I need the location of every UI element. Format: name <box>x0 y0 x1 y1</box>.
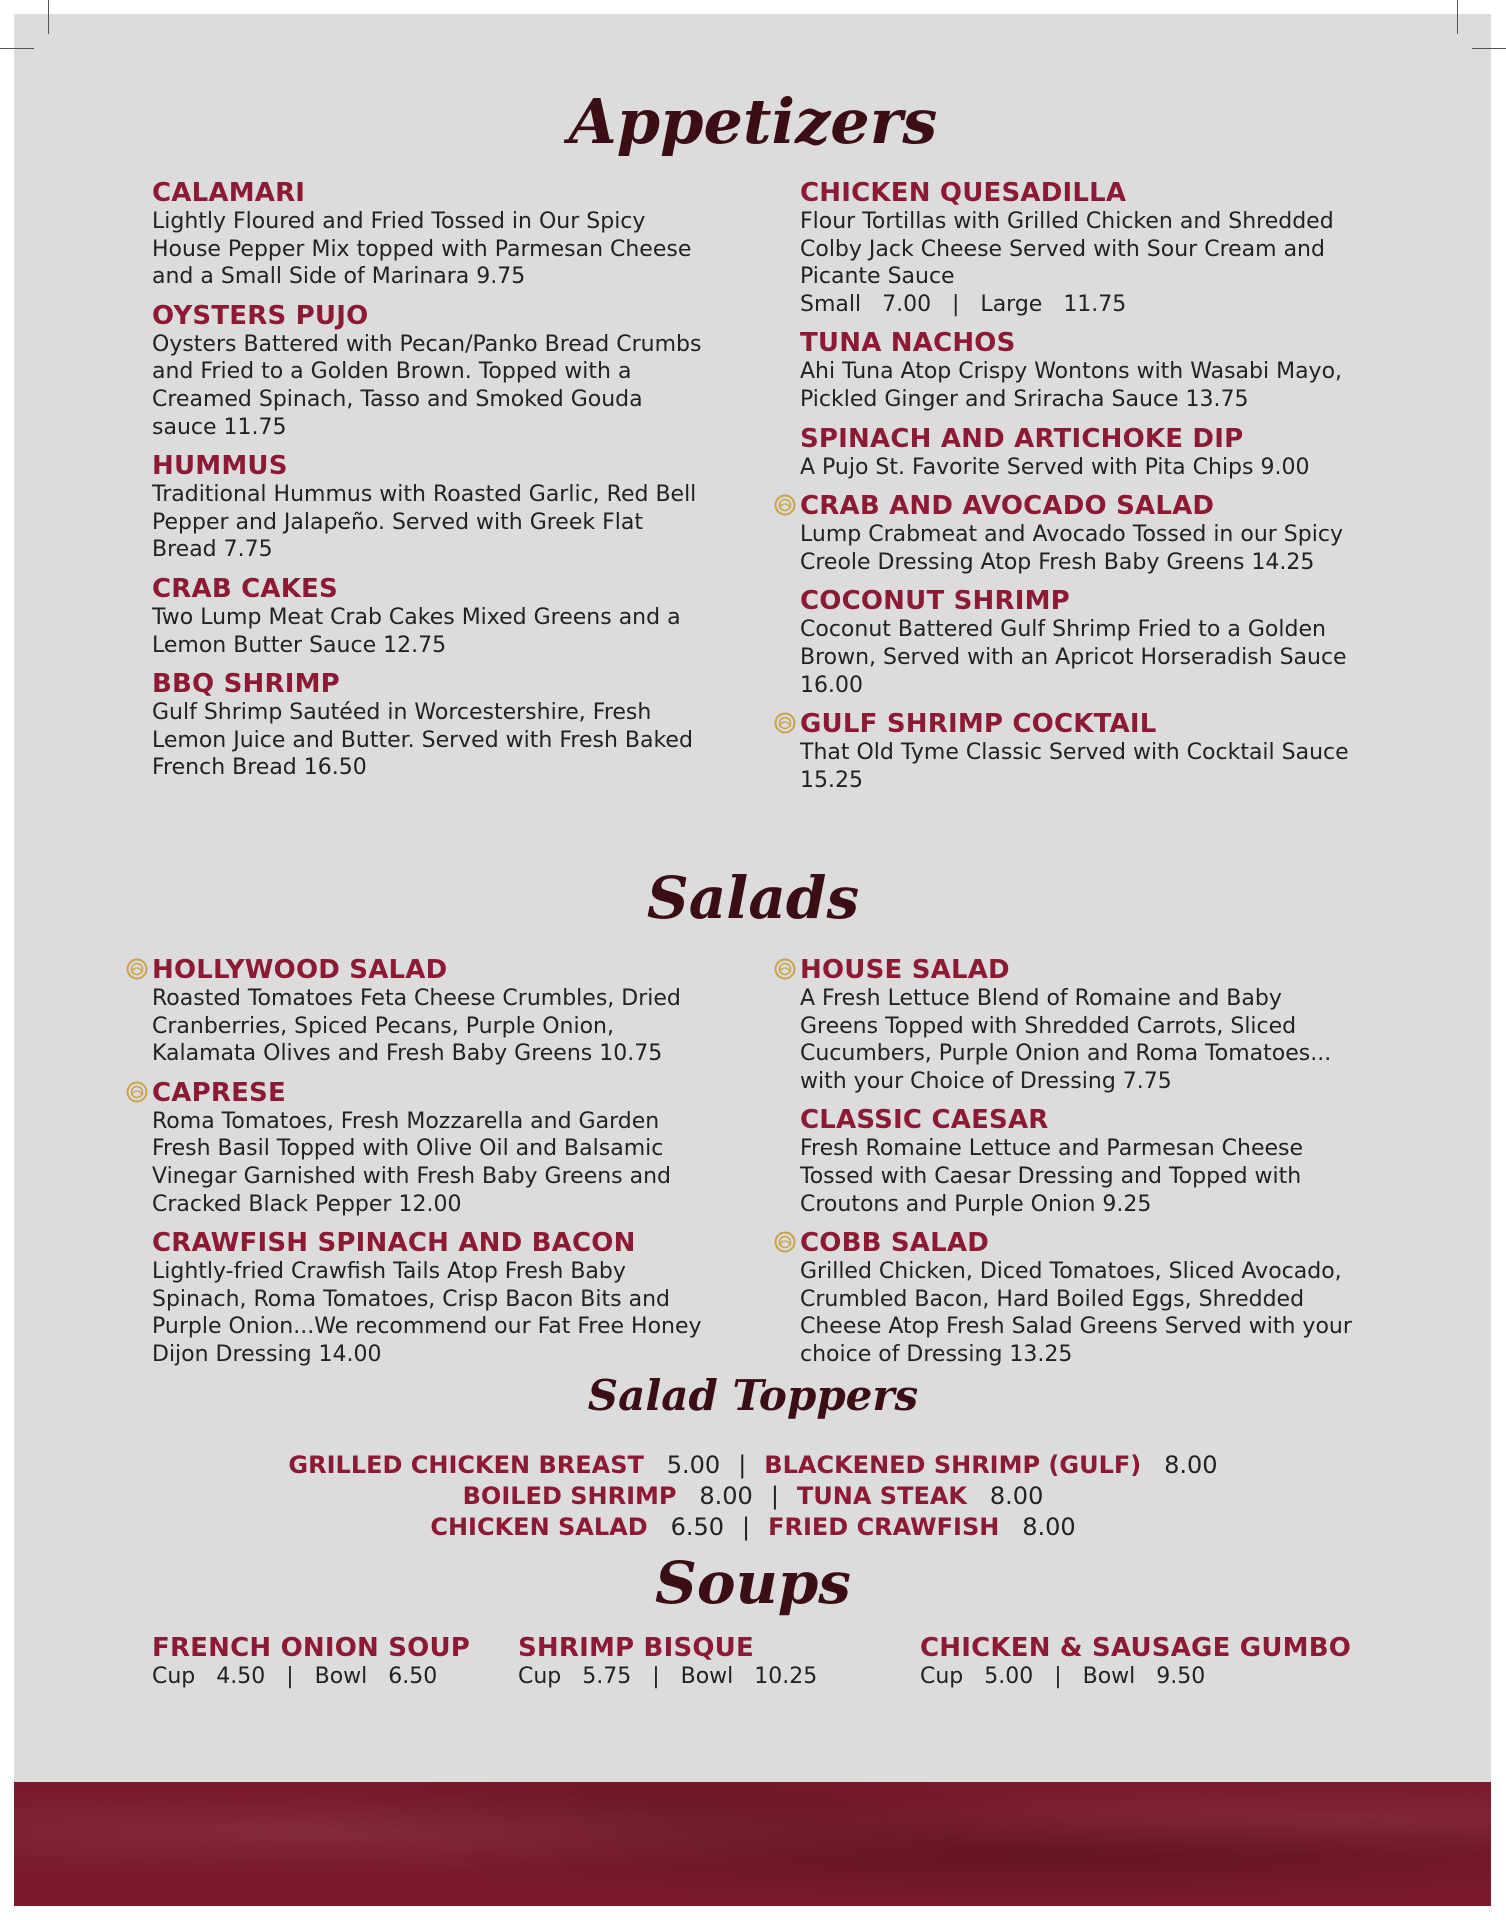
menu-item-name: COCONUT SHRIMP <box>800 586 1070 617</box>
topper-price: 8.00 <box>989 1482 1044 1510</box>
soup-prices: Cup 5.75 | Bowl 10.25 <box>518 1664 818 1689</box>
soup-name: SHRIMP BISQUE <box>518 1633 754 1663</box>
topper-name: TUNA STEAK <box>796 1482 968 1510</box>
menu-item-description: Traditional Hummus with Roasted Garlic, Red Bell Pepper and Jalapeño. Served with Greek Flat Bread 7.75 <box>152 482 697 563</box>
menu-item-description: That Old Tyme Classic Served with Cocktail Sauce 15.25 <box>800 740 1349 793</box>
menu-item-name: BBQ SHRIMP <box>152 669 340 700</box>
menu-item-description: Roasted Tomatoes Feta Cheese Crumbles, Dried Cranberries, Spiced Pecans, Purple Onion, Kalamata Olives and Fresh Baby Greens 10.75 <box>152 986 681 1067</box>
menu-item <box>152 1228 712 1368</box>
soup-prices: Cup 5.00 | Bowl 9.50 <box>920 1664 1206 1689</box>
soup-name: FRENCH ONION SOUP <box>152 1633 471 1663</box>
crop-mark <box>1472 48 1506 49</box>
topper-row <box>0 1481 1506 1512</box>
salad-toppers-list <box>0 1450 1506 1543</box>
menu-item <box>152 669 712 782</box>
menu-item-description: Ahi Tuna Atop Crispy Wontons with Wasabi Mayo, Pickled Ginger and Sriracha Sauce 13.75 <box>800 359 1343 412</box>
topper-price: 8.00 <box>1164 1451 1218 1479</box>
salads-left-column <box>152 955 712 1379</box>
menu-item-description: Two Lump Meat Crab Cakes Mixed Greens and a Lemon Butter Sauce 12.75 <box>152 604 681 658</box>
topper-row <box>0 1450 1506 1481</box>
appetizers-left-column <box>152 178 712 792</box>
menu-item <box>152 574 712 659</box>
crop-mark <box>0 48 34 49</box>
topper-name: BOILED SHRIMP <box>462 1482 677 1510</box>
shell-icon <box>126 958 148 980</box>
section-heading-soups: Soups <box>655 1549 851 1617</box>
soup-prices: Cup 4.50 | Bowl 6.50 <box>152 1664 438 1689</box>
topper-name: FRIED CRAWFISH <box>768 1513 1000 1541</box>
menu-item <box>800 1228 1360 1368</box>
topper-price: 6.50 <box>670 1513 724 1541</box>
menu-item <box>800 178 1360 318</box>
menu-item-name: CRAWFISH SPINACH AND BACON <box>152 1228 636 1259</box>
menu-item-name: CAPRESE <box>152 1077 286 1108</box>
shell-icon <box>774 494 796 516</box>
soup-item <box>152 1633 470 1691</box>
menu-item-name: CRAB AND AVOCADO SALAD <box>800 491 1215 522</box>
menu-item-description: Oysters Battered with Pecan/Panko Bread Crumbs and Fried to a Golden Brown. Topped with a Creamed Spinach, Tasso and Smoked Gouda sauce 11.75 <box>152 331 702 440</box>
menu-item-description: Lump Crabmeat and Avocado Tossed in our Spicy Creole Dressing Atop Fresh Baby Greens 14.25 <box>800 522 1343 575</box>
menu-item <box>800 1105 1360 1218</box>
menu-item <box>152 955 712 1068</box>
menu-item <box>800 424 1360 482</box>
menu-item <box>152 1078 712 1218</box>
shell-icon <box>774 958 796 980</box>
menu-item-name: GULF SHRIMP COCKTAIL <box>800 709 1157 740</box>
menu-item-name: CHICKEN QUESADILLA <box>800 178 1127 208</box>
crop-mark <box>1457 0 1458 34</box>
section-heading-salads: Salads <box>646 864 860 932</box>
menu-item-name: HUMMUS <box>152 451 288 482</box>
separator: | <box>770 1482 779 1510</box>
menu-item-name: CALAMARI <box>152 178 306 208</box>
soup-item <box>518 1633 817 1691</box>
menu-item <box>152 451 712 564</box>
section-heading-salad-toppers: Salad Toppers <box>587 1371 919 1420</box>
menu-item-description: Coconut Battered Gulf Shrimp Fried to a Golden Brown, Served with an Apricot Horseradish Sauce 16.00 <box>800 617 1347 698</box>
menu-item-description: A Pujo St. Favorite Served with Pita Chips 9.00 <box>800 454 1310 480</box>
crop-mark <box>48 0 49 34</box>
menu-item-description: Fresh Romaine Lettuce and Parmesan Cheese Tossed with Caesar Dressing and Topped with Croutons and Purple Onion 9.25 <box>800 1136 1304 1217</box>
menu-item-name: COBB SALAD <box>800 1228 989 1259</box>
menu-item-description: Lightly-fried Crawfish Tails Atop Fresh Baby Spinach, Roma Tomatoes, Crisp Bacon Bits and Purple Onion...We recommend our Fat Free Honey Dijon Dressing 14.00 <box>152 1259 702 1367</box>
menu-item-name: HOUSE SALAD <box>800 955 1010 985</box>
topper-name: GRILLED CHICKEN BREAST <box>288 1451 644 1479</box>
topper-price: 8.00 <box>699 1482 753 1510</box>
menu-item-description: Grilled Chicken, Diced Tomatoes, Sliced Avocado, Crumbled Bacon, Hard Boiled Eggs, Shredded Cheese Atop Fresh Salad Greens Served with your choice of Dressing 13.25 <box>800 1259 1352 1367</box>
menu-item <box>800 586 1360 699</box>
menu-item-name: OYSTERS PUJO <box>152 300 369 331</box>
separator: | <box>742 1513 751 1541</box>
appetizers-right-column <box>800 178 1360 804</box>
topper-price: 8.00 <box>1022 1513 1076 1541</box>
shell-icon <box>774 712 796 734</box>
menu-item <box>152 301 712 441</box>
menu-item <box>152 178 712 291</box>
menu-item-price: Small 7.00 | Large 11.75 <box>800 291 1127 317</box>
shell-icon <box>126 1081 148 1103</box>
menu-item-description: Flour Tortillas with Grilled Chicken and Shredded Colby Jack Cheese Served with Sour Cream and Picante Sauce <box>800 209 1334 290</box>
menu-item-name: CRAB CAKES <box>152 573 338 604</box>
menu-item-description: Gulf Shrimp Sautéed in Worcestershire, Fresh Lemon Juice and Butter. Served with Fresh Baked French Bread 16.50 <box>152 700 693 781</box>
menu-item-name: CLASSIC CAESAR <box>800 1105 1049 1136</box>
menu-item <box>800 328 1360 413</box>
separator: | <box>738 1451 747 1479</box>
soup-item <box>920 1633 1351 1691</box>
soup-name: CHICKEN & SAUSAGE GUMBO <box>920 1633 1352 1663</box>
shell-icon <box>774 1231 796 1253</box>
menu-item-name: SPINACH AND ARTICHOKE DIP <box>800 423 1244 454</box>
menu-item-name: TUNA NACHOS <box>800 328 1016 359</box>
section-heading-appetizers: Appetizers <box>568 85 938 158</box>
topper-price: 5.00 <box>666 1451 721 1479</box>
menu-item-description: A Fresh Lettuce Blend of Romaine and Baby Greens Topped with Shredded Carrots, Sliced Cucumbers, Purple Onion and Roma Tomatoes... with your Choice of Dressing 7.75 <box>800 986 1332 1094</box>
menu-item <box>800 709 1360 794</box>
topper-name: CHICKEN SALAD <box>430 1513 648 1541</box>
topper-row <box>0 1512 1506 1543</box>
topper-name: BLACKENED SHRIMP (GULF) <box>764 1451 1142 1479</box>
menu-item <box>800 955 1360 1095</box>
menu-item-description: Roma Tomatoes, Fresh Mozzarella and Garden Fresh Basil Topped with Olive Oil and Balsamic Vinegar Garnished with Fresh Baby Greens and Cracked Black Pepper 12.00 <box>152 1108 672 1217</box>
menu-item-description: Lightly Floured and Fried Tossed in Our Spicy House Pepper Mix topped with Parmesan Cheese and a Small Side of Marinara 9.75 <box>152 209 692 290</box>
footer-band <box>14 1782 1491 1906</box>
menu-item-name: HOLLYWOOD SALAD <box>152 955 448 985</box>
menu-item <box>800 491 1360 576</box>
salads-right-column <box>800 955 1360 1379</box>
